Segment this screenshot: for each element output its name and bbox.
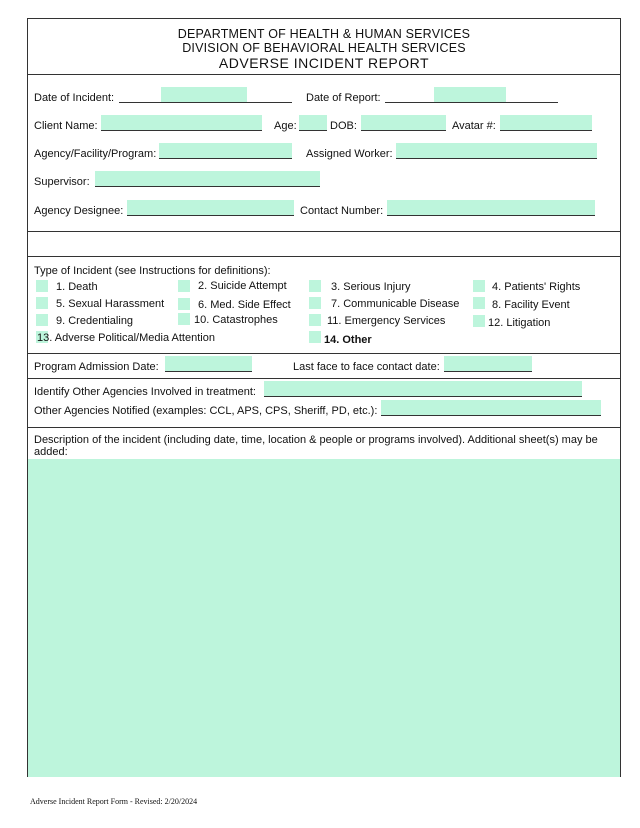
med-side-effect-checkbox[interactable]: [178, 298, 190, 310]
supervisor-field[interactable]: [95, 171, 320, 186]
client-name-underline: [101, 130, 262, 131]
dob-field[interactable]: [361, 115, 446, 130]
patients-rights-checkbox[interactable]: [473, 280, 485, 292]
incident-type-label: 6. Med. Side Effect: [198, 299, 291, 311]
agency-designee-underline: [127, 215, 294, 216]
program-admission-underline: [165, 371, 252, 372]
supervisor-label: Supervisor:: [34, 176, 90, 188]
incident-report-form: [27, 18, 621, 777]
assigned-worker-field[interactable]: [396, 143, 597, 158]
agencies-notified-label: Other Agencies Notified (examples: CCL, APS, CPS, Sheriff, PD, etc.):: [34, 405, 378, 417]
agency-designee-label: Agency Designee:: [34, 205, 124, 217]
incident-type-label: 7. Communicable Disease: [331, 298, 460, 310]
date-of-report-label: Date of Report:: [306, 92, 381, 104]
date-of-incident-label: Date of Incident:: [34, 92, 115, 104]
footer-revision: Adverse Incident Report Form - Revised: 2/20/2024: [30, 797, 198, 806]
assigned-worker-label: Assigned Worker:: [306, 148, 393, 160]
date-of-incident-underline: [119, 102, 292, 103]
incident-type-label: 3. Serious Injury: [331, 281, 411, 293]
incident-type-label: 14. Other: [324, 334, 372, 346]
litigation-checkbox[interactable]: [473, 315, 485, 327]
incident-type-label: 9. Credentialing: [56, 315, 134, 327]
avatar-label: Avatar #:: [452, 120, 496, 132]
dob-label: DOB:: [330, 120, 357, 132]
contact-number-field[interactable]: [387, 200, 595, 215]
agency-underline: [159, 158, 292, 159]
date-of-incident-field[interactable]: [161, 87, 247, 102]
description-label: Description of the incident (including date, time, location & people or programs involved). Additional sheet(s) may be added:: [34, 434, 598, 458]
other-checkbox[interactable]: [309, 331, 321, 343]
incident-type-label: 12. Litigation: [488, 317, 551, 329]
agencies-involved-underline: [264, 396, 582, 397]
date-of-report-field[interactable]: [434, 87, 506, 102]
avatar-field[interactable]: [500, 115, 592, 130]
last-contact-underline: [444, 371, 532, 372]
contact-number-label: Contact Number:: [300, 205, 384, 217]
divider: [28, 74, 620, 75]
incident-type-label: 5. Sexual Harassment: [56, 298, 165, 310]
last-contact-label: Last face to face contact date:: [293, 361, 440, 373]
program-admission-label: Program Admission Date:: [34, 361, 159, 373]
incident-type-label: 4. Patients' Rights: [492, 281, 581, 293]
death-checkbox[interactable]: [36, 280, 48, 292]
agency-field[interactable]: [159, 143, 292, 158]
incident-type-label: 1. Death: [56, 281, 98, 293]
client-name-label: Client Name:: [34, 120, 98, 132]
sexual-harassment-checkbox[interactable]: [36, 297, 48, 309]
agencies-notified-underline: [381, 415, 601, 416]
contact-number-underline: [387, 215, 595, 216]
supervisor-underline: [95, 186, 320, 187]
age-label: Age:: [274, 120, 297, 132]
last-contact-field[interactable]: [444, 356, 532, 371]
divider: [28, 427, 620, 428]
agency-label: Agency/Facility/Program:: [34, 148, 157, 160]
facility-event-checkbox[interactable]: [473, 297, 485, 309]
avatar-underline: [500, 130, 592, 131]
incident-type-heading: Type of Incident (see Instructions for definitions):: [34, 265, 271, 277]
suicide-attempt-checkbox[interactable]: [178, 280, 190, 292]
form-title: ADVERSE INCIDENT REPORT: [218, 55, 430, 71]
department-heading: DEPARTMENT OF HEALTH & HUMAN SERVICES: [177, 27, 471, 41]
divider: [28, 353, 620, 354]
incident-type-label: 10. Catastrophes: [194, 314, 278, 326]
emergency-services-checkbox[interactable]: [309, 314, 321, 326]
agencies-involved-label: Identify Other Agencies Involved in treatment:: [34, 386, 256, 398]
date-of-report-underline: [385, 102, 558, 103]
program-admission-field[interactable]: [165, 356, 252, 371]
agencies-notified-field[interactable]: [381, 400, 601, 415]
incident-type-label: 2. Suicide Attempt: [198, 280, 287, 292]
credentialing-checkbox[interactable]: [36, 314, 48, 326]
divider: [28, 378, 620, 379]
division-heading: DIVISION OF BEHAVIORAL HEALTH SERVICES: [182, 41, 466, 55]
description-textarea[interactable]: [28, 459, 620, 777]
agencies-involved-field[interactable]: [264, 381, 582, 396]
incident-type-label: 11. Emergency Services: [327, 315, 446, 327]
divider: [28, 256, 620, 257]
agency-designee-field[interactable]: [127, 200, 294, 215]
age-field[interactable]: [299, 115, 327, 130]
assigned-worker-underline: [396, 158, 597, 159]
incident-type-label: 8. Facility Event: [492, 299, 570, 311]
divider: [28, 231, 620, 232]
communicable-disease-checkbox[interactable]: [309, 297, 321, 309]
incident-type-label: 13. Adverse Political/Media Attention: [37, 332, 215, 344]
serious-injury-checkbox[interactable]: [309, 280, 321, 292]
client-name-field[interactable]: [101, 115, 262, 130]
age-underline: [299, 130, 327, 131]
catastrophes-checkbox[interactable]: [178, 313, 190, 325]
dob-underline: [361, 130, 446, 131]
